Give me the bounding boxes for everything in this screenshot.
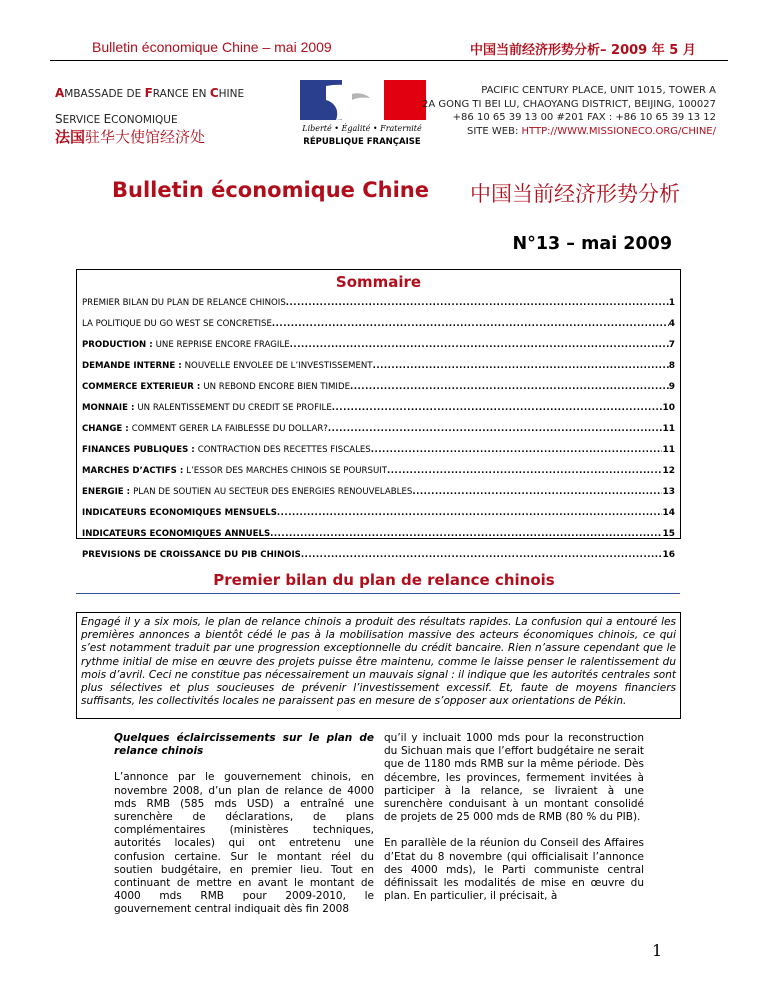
toc-entry[interactable]: LA POLITIQUE DU GO WEST SE CONCRETISE ..... 4 — [82, 319, 675, 340]
toc-page-number: 11 — [662, 445, 675, 455]
toc-entry[interactable]: ENERGIE : PLAN DE SOUTIEN AU SECTEUR DES ENERGIES RENOUVELABLES ..... 13 — [82, 487, 675, 508]
issue-number: N°13 – mai 2009 — [512, 234, 672, 254]
toc-page-number: 7 — [668, 340, 675, 350]
toc-leader — [373, 361, 669, 371]
toc-list — [82, 298, 675, 571]
service-name: SERVICE ECONOMIQUE — [55, 112, 178, 126]
toc-leader — [272, 319, 669, 329]
toc-entry[interactable]: COMMERCE EXTERIEUR : UN REBOND ENCORE BIEN TIMIDE ..... 9 — [82, 382, 675, 403]
toc-entry[interactable]: DEMANDE INTERNE : NOUVELLE ENVOLEE DE L’INVESTISSEMENT ..... 8 — [82, 361, 675, 382]
toc-entry[interactable]: PREMIER BILAN DU PLAN DE RELANCE CHINOIS ..... 1 — [82, 298, 675, 319]
paragraph: En parallèle de la réunion du Conseil des Affaires d’Etat du 8 novembre (qui officialisait l’annonce des 4000 mds), le Parti communiste central définissait les modalités de mise en œuvre du plan. En particulier, il précisait, à — [384, 837, 644, 903]
left-column — [114, 732, 374, 930]
abstract-box: Engagé il y a six mois, le plan de relance chinois a produit des résultats rapides. La confusion qui a entouré les premières annonces a bientôt cédé le pas à la mobilisation massive des acteurs économiques chinois, ce qui s’est notamment traduit par une progression exceptionnelle du crédit bancaire. Rien n’assure cependant que le rythme initial de mise en œuvre des projets puisse être maintenu, comme le laisse penser le ralentissement du mois d’avril. Ceci ne constitue pas nécessairement un mauvais signal : il indique que les autorités centrales sont plus sélectives et plus soucieuses de prévenir l’investissement excessif. Et, faute de moyens financiers suffisants, les collectivités locales ne paraissent pas en mesure de s’opposer aux orientations de Pékin. — [76, 612, 681, 719]
svg-text:RÉPUBLIQUE FRANÇAISE: RÉPUBLIQUE FRANÇAISE — [303, 137, 421, 147]
toc-page-number: 4 — [668, 319, 675, 329]
toc-page-number: 9 — [668, 382, 675, 392]
toc-leader — [387, 466, 662, 476]
toc-entry[interactable]: PREVISIONS DE CROISSANCE DU PIB CHINOIS ..... 16 — [82, 550, 675, 571]
toc-leader — [328, 424, 663, 434]
subsection-heading: Quelques éclaircissements sur le plan de relance chinois — [114, 732, 374, 758]
toc-page-number: 11 — [662, 424, 675, 434]
right-column — [384, 732, 644, 916]
toc-leader — [290, 340, 669, 350]
toc-entry[interactable]: MARCHES D’ACTIFS : L’ESSOR DES MARCHES CHINOIS SE POURSUIT ..... 12 — [82, 466, 675, 487]
toc-page-number: 13 — [662, 487, 675, 497]
toc-page-number: 14 — [662, 508, 675, 518]
bulletin-title-cn: 中国当前经济形势分析 — [470, 182, 680, 206]
toc-entry[interactable]: INDICATEURS ECONOMIQUES MENSUELS ..... 14 — [82, 508, 675, 529]
toc-leader — [301, 550, 663, 560]
embassy-chinese-name: 法国驻华大使馆经济处 — [55, 128, 206, 146]
section-rule — [76, 593, 680, 594]
toc-entry[interactable]: CHANGE : COMMENT GERER LA FAIBLESSE DU DOLLAR? ..... 11 — [82, 424, 675, 445]
toc-entry[interactable]: PRODUCTION : UNE REPRISE ENCORE FRAGILE ..... 7 — [82, 340, 675, 361]
toc-page-number: 1 — [668, 298, 675, 308]
embassy-name: AMBASSADE DE FRANCE EN CHINE — [55, 86, 245, 100]
toc-page-number: 8 — [668, 361, 675, 371]
table-of-contents — [76, 269, 681, 560]
website-link[interactable]: HTTP://WWW.MISSIONECO.ORG/CHINE/ — [521, 125, 716, 137]
toc-entry[interactable]: FINANCES PUBLIQUES : CONTRACTION DES RECETTES FISCALES ..... 11 — [82, 445, 675, 466]
page-number: 1 — [652, 941, 663, 960]
toc-leader — [412, 487, 662, 497]
marianne-emblem-icon — [296, 80, 428, 150]
toc-leader — [350, 382, 669, 392]
toc-leader — [277, 508, 663, 518]
paragraph: qu’il y incluait 1000 mds pour la reconstruction du Sichuan mais que l’effort budgétaire ne serait que de 1180 mds RMB sur la même période. Dès décembre, les provinces, fermement invitées à participer à la relance, se livraient à une surenchère conduisant à un montant consolidé de projets de 25 000 mds de RMB (80 % du PIB). — [384, 732, 644, 824]
svg-text:Liberté • Égalité • Fraternité: Liberté • Égalité • Fraternité — [302, 124, 422, 133]
toc-leader — [332, 403, 663, 413]
toc-heading: Sommaire — [335, 273, 422, 291]
toc-page-number: 15 — [662, 529, 675, 539]
header-rule — [50, 60, 728, 61]
toc-leader — [286, 298, 669, 308]
toc-page-number: 12 — [662, 466, 675, 476]
running-header-right: 中国当前经济形势分析– 2009 年 5 月 — [470, 43, 696, 58]
toc-entry[interactable]: INDICATEURS ECONOMIQUES ANNUELS ..... 15 — [82, 529, 675, 550]
section-title: Premier bilan du plan de relance chinois — [213, 571, 555, 589]
bulletin-title-fr: Bulletin économique Chine — [112, 178, 429, 202]
toc-entry[interactable]: MONNAIE : UN RALENTISSEMENT DU CREDIT SE PROFILE ..... 10 — [82, 403, 675, 424]
paragraph: L’annonce par le gouvernement chinois, en novembre 2008, d’un plan de relance de 4000 mds RMB (585 mds USD) a entraîné une surenchère de déclarations, de plans complémentaires (ministères techniques, autorités locales) qui ont entretenu une confusion certaine. Sur le montant réel du soutien budgétaire, en premier lieu. Tout en continuant de mettre en avant le montant de 4000 mds RMB pour 2009-2010, le gouvernement central indiquait dès fin 2008 — [114, 771, 374, 916]
running-header-left: Bulletin économique Chine – mai 2009 — [92, 39, 332, 55]
toc-page-number: 16 — [662, 550, 675, 560]
marianne-logo — [296, 80, 428, 150]
toc-leader — [270, 529, 662, 539]
toc-leader — [371, 445, 663, 455]
toc-page-number: 10 — [662, 403, 675, 413]
embassy-address: PACIFIC CENTURY PLACE, UNIT 1015, TOWER A 2A GONG TI BEI LU, CHAOYANG DISTRICT, BEIJING, 100027 +86 10 65 39 13 00 #201 FAX : +86 10 65 39 13 12 SITE WEB: HTTP://WWW.MISSIONECO.ORG/CHINE/ — [421, 85, 716, 137]
